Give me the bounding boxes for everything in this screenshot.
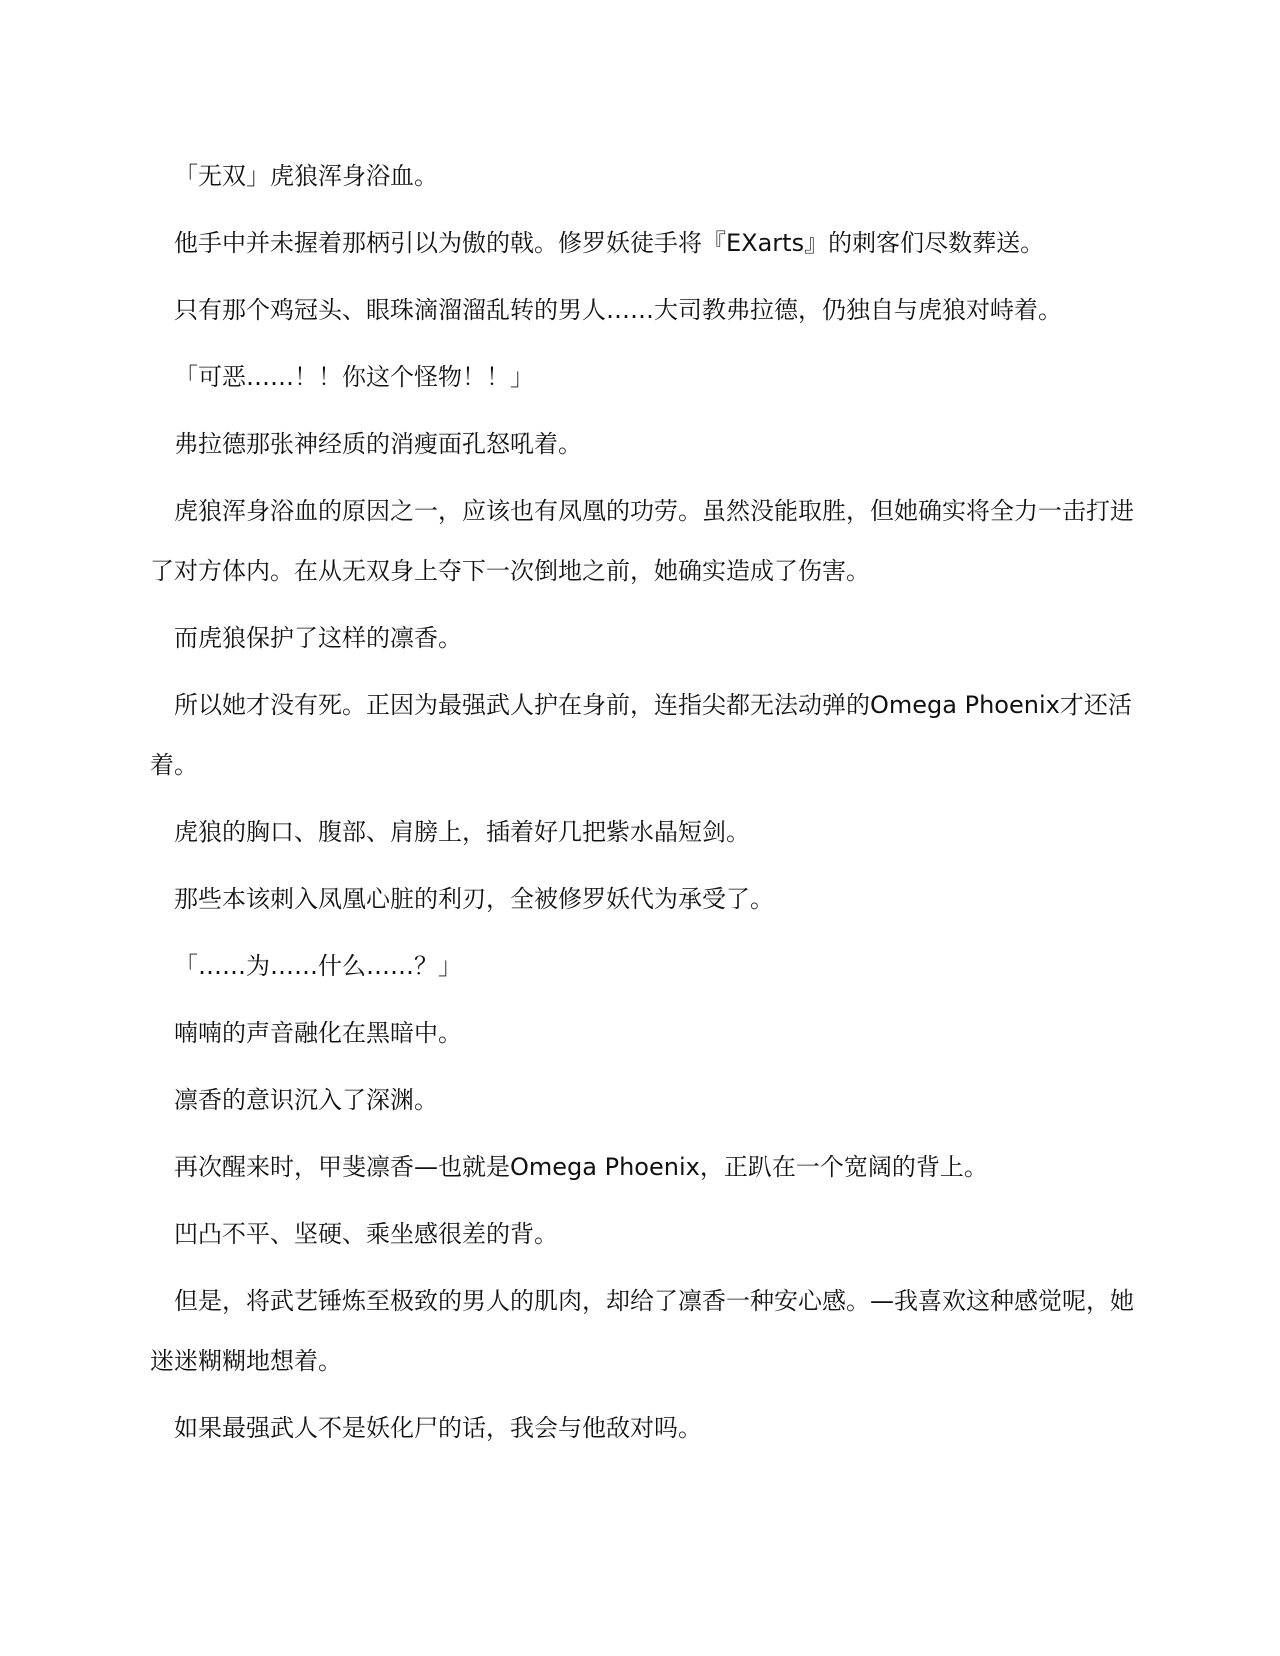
paragraph: 再次醒来时，甲斐凛香—也就是Omega Phoenix，正趴在一个宽阔的背上。: [174, 1153, 988, 1181]
paragraph: 「无双」虎狼浑身浴血。: [174, 162, 438, 190]
paragraph: 「可恶……！！你这个怪物！！」: [174, 363, 534, 391]
paragraph: 所以她才没有死。正因为最强武人护在身前，连指尖都无法动弹的Omega Phoenix才还活着。: [150, 691, 1132, 779]
paragraph: 但是，将武艺锤炼至极致的男人的肌肉，却给了凛香一种安心感。—我喜欢这种感觉呢，她迷迷糊糊地想着。: [150, 1287, 1134, 1375]
paragraph: 凹凸不平、坚硬、乘坐感很差的背。: [174, 1220, 558, 1248]
paragraph: 「……为……什么……？」: [174, 952, 462, 980]
paragraph: 只有那个鸡冠头、眼珠滴溜溜乱转的男人……大司教弗拉德，仍独自与虎狼对峙着。: [174, 296, 1062, 324]
paragraph: 那些本该刺入凤凰心脏的利刃，全被修罗妖代为承受了。: [174, 885, 774, 913]
paragraph: 喃喃的声音融化在黑暗中。: [174, 1019, 462, 1047]
paragraph: 虎狼浑身浴血的原因之一，应该也有凤凰的功劳。虽然没能取胜，但她确实将全力一击打进了对方体内。在从无双身上夺下一次倒地之前，她确实造成了伤害。: [150, 497, 1134, 585]
paragraph: 虎狼的胸口、腹部、肩膀上，插着好几把紫水晶短剑。: [174, 818, 750, 846]
paragraph: 而虎狼保护了这样的凛香。: [174, 624, 462, 652]
paragraph: 凛香的意识沉入了深渊。: [174, 1086, 438, 1114]
paragraph: 他手中并未握着那柄引以为傲的戟。修罗妖徒手将『EXarts』的刺客们尽数葬送。: [174, 229, 1045, 257]
paragraph: 如果最强武人不是妖化尸的话，我会与他敌对吗。: [174, 1414, 702, 1442]
body-text: [150, 146, 1140, 1465]
paragraph: 弗拉德那张神经质的消瘦面孔怒吼着。: [174, 430, 582, 458]
